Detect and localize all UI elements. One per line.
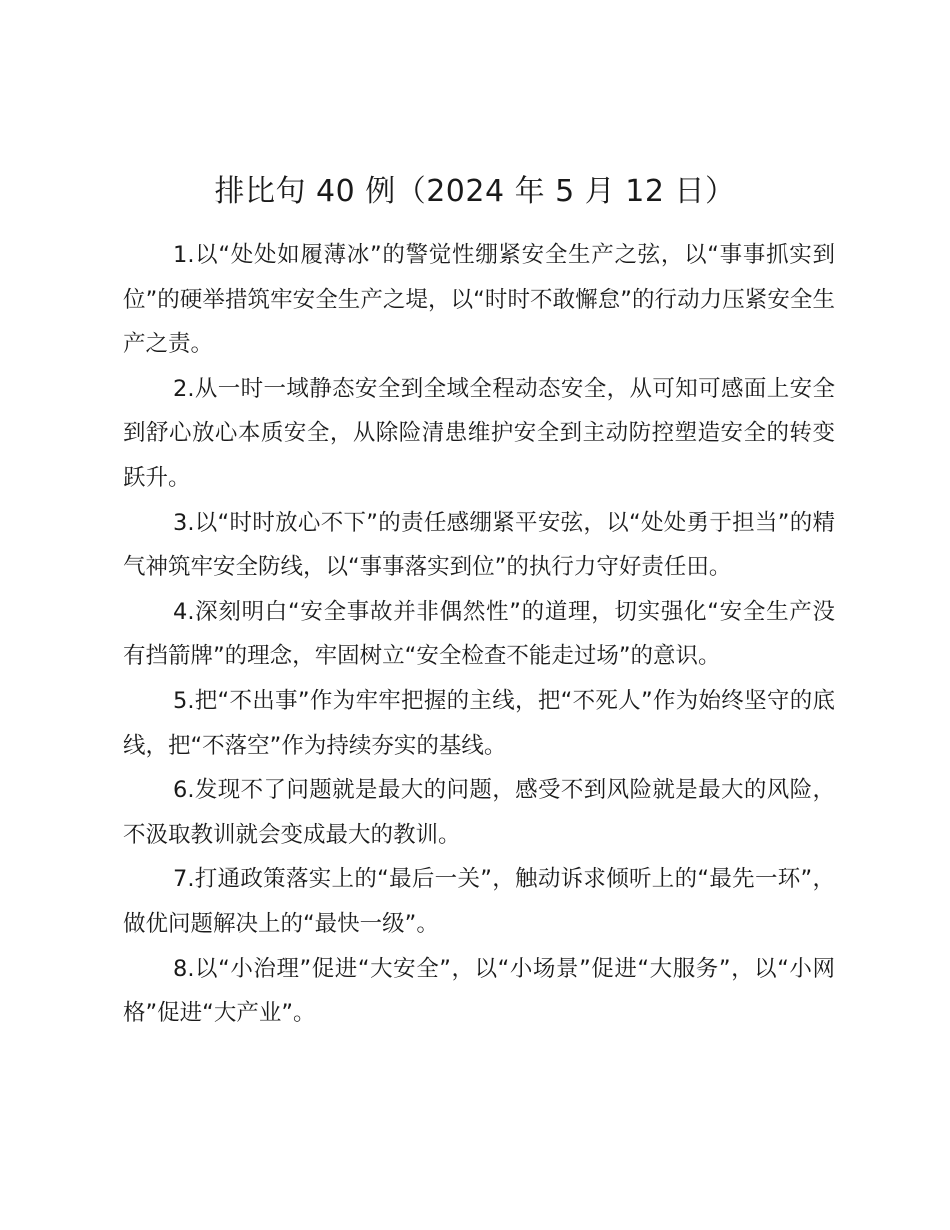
paragraph-1: 1.以“处处如履薄冰”的警觉性绷紧安全生产之弦，以“事事抓实到位”的硬举措筑牢安全生产之堤，以“时时不敢懈怠”的行动力压紧安全生产之责。 [123,242,835,358]
paragraph-4: 4.深刻明白“安全事故并非偶然性”的道理，切实强化“安全生产没有挡箭牌”的理念，牢固树立“安全检查不能走过场”的意识。 [123,598,835,670]
paragraph-8: 8.以“小治理”促进“大安全”，以“小场景”促进“大服务”，以“小网格”促进“大产业”。 [123,955,835,1027]
document-body [123,233,835,1036]
document-title: 排比句 40 例（2024 年 5 月 12 日） [214,174,736,209]
paragraph-6: 6.发现不了问题就是最大的问题，感受不到风险就是最大的风险，不汲取教训就会变成最大的教训。 [123,777,835,848]
paragraph-2: 2.从一时一域静态安全到全域全程动态安全，从可知可感面上安全到舒心放心本质安全，从除险清患维护安全到主动防控塑造安全的转变跃升。 [123,375,835,491]
paragraph-7: 7.打通政策落实上的“最后一关”，触动诉求倾听上的“最先一环”，做优问题解决上的“最快一级”。 [123,866,835,937]
paragraph-5: 5.把“不出事”作为牢牢把握的主线，把“不死人”作为始终坚守的底线，把“不落空”作为持续夯实的基线。 [123,687,835,759]
paragraph-3: 3.以“时时放心不下”的责任感绷紧平安弦，以“处处勇于担当”的精气神筑牢安全防线，以“事事落实到位”的执行力守好责任田。 [123,509,835,581]
